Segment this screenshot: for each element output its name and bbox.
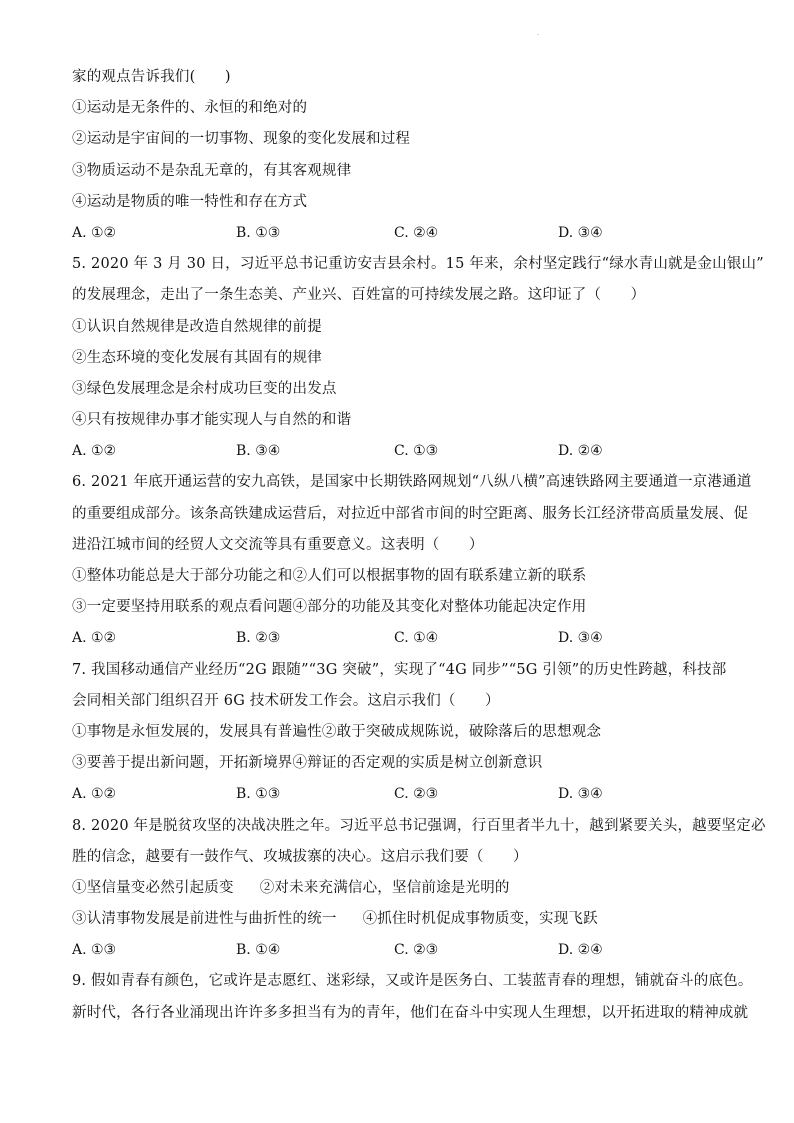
option-line: ①认识自然规律是改造自然规律的前提 [72,318,322,335]
question-8 [72,811,766,967]
answer-choices [72,935,732,966]
answer-c: C. ①④ [394,630,439,647]
question-9 [72,966,753,1028]
question-stem: 家的观点告诉我们( ) [72,69,231,85]
option-line: ②运动是宇宙间的一切事物、现象的变化发展和过程 [72,131,411,148]
option-line: ③物质运动不是杂乱无章的，有其客观规律 [72,162,352,179]
option-line: ④只有按规律办事才能实现人与自然的和谐 [72,412,352,429]
question-stem: 的重要组成部分。该条高铁建成运营后，对拉近中部省市间的时空距离、服务长江经济带高质量发展、促 [72,505,749,522]
option-line: ③一定要坚持用联系的观点看问题④部分的功能及其变化对整体功能起决定作用 [72,599,587,616]
answer-c: C. ②③ [394,942,439,959]
answer-a: A. ①② [72,630,117,647]
answer-c: C. ①③ [394,443,439,460]
option-line: ①事物是永恒发展的，发展具有普遍性②敢于突破成规陈说，破除落后的思想观念 [72,723,602,740]
option-line: ②生态环境的变化发展有其固有的规律 [72,349,322,366]
question-stem: 胜的信念，越要有一鼓作气、攻城拔寨的决心。这启示我们要（ ） [72,848,528,865]
answer-a: A. ①② [72,443,117,460]
exam-page [72,62,766,1029]
question-4 [72,62,732,249]
answer-b: B. ①④ [236,942,281,959]
answer-choices [72,218,732,249]
question-6 [72,467,752,654]
option-line: ①运动是无条件的、永恒的和绝对的 [72,100,308,117]
answer-choices [72,436,732,467]
question-stem: 5. 2020 年 3 月 30 日，习近平总书记重访安吉县余村。15 年来，余村坚定践行“绿水青山就是金山银山” [72,256,764,273]
question-stem: 新时代，各行各业涌现出许许多多担当有为的青年，他们在奋斗中实现人生理想，以开拓进取的精神成就 [72,1004,749,1021]
answer-a: A. ①② [72,786,117,803]
option-line [72,904,732,935]
question-stem: 的发展理念，走出了一条生态美、产业兴、百姓富的可持续发展之路。这印证了（ ） [72,287,646,304]
answer-b: B. ②③ [236,630,281,647]
option-line: ③要善于提出新问题，开拓新境界④辩证的否定观的实质是树立创新意识 [72,755,543,772]
answer-choices [72,623,732,654]
answer-choices [72,779,732,810]
option-1: ①坚信量变必然引起质变 [72,879,234,896]
question-stem: 进沿江城市间的经贸人文交流等具有重要意义。这表明（ ） [72,536,484,553]
answer-d: D. ③④ [558,224,603,241]
answer-a: A. ①② [72,224,117,241]
answer-b: B. ①③ [236,786,281,803]
option-line: ①整体功能总是大于部分功能之和②人们可以根据事物的固有联系建立新的联系 [72,568,587,584]
answer-c: C. ②④ [394,224,439,241]
answer-d: D. ②④ [558,443,603,460]
option-3: ③认清事物发展是前进性与曲折性的统一 [72,911,337,928]
answer-c: C. ②③ [394,786,439,803]
answer-b: B. ③④ [236,443,281,460]
answer-d: D. ③④ [558,630,603,647]
option-line: ③绿色发展理念是余村成功巨变的出发点 [72,380,337,397]
answer-a: A. ①③ [72,942,117,959]
corner-mark: . [537,30,539,37]
option-2: ②对未来充满信心，坚信前途是光明的 [259,879,510,896]
question-stem: 会同相关部门组织召开 6G 技术研发工作会。这启示我们（ ） [72,692,500,709]
answer-d: D. ③④ [558,786,603,803]
question-7 [72,655,732,811]
question-stem: 8. 2020 年是脱贫攻坚的决战决胜之年。习近平总书记强调，行百里者半九十，越到紧要关头，越要坚定必 [72,817,766,834]
answer-b: B. ①③ [236,224,281,241]
question-stem: 6. 2021 年底开通运营的安九高铁，是国家中长期铁路网规划“八纵八横”高速铁路网主要通道一京港通道 [72,474,752,491]
question-5 [72,249,764,467]
answer-d: D. ②④ [558,942,603,959]
question-stem: 9. 假如青春有颜色，它或许是志愿红、迷彩绿，又或许是医务白、工装蓝青春的理想，铺就奋斗的底色。 [72,973,753,990]
option-line: ④运动是物质的唯一特性和存在方式 [72,193,308,210]
option-line [72,873,732,904]
option-4: ④抓住时机促成事物质变，实现飞跃 [362,911,598,928]
question-stem: 7. 我国移动通信产业经历“2G 跟随”“3G 突破”，实现了“4G 同步”“5G 引领”的历史性跨越，科技部 [72,661,727,678]
